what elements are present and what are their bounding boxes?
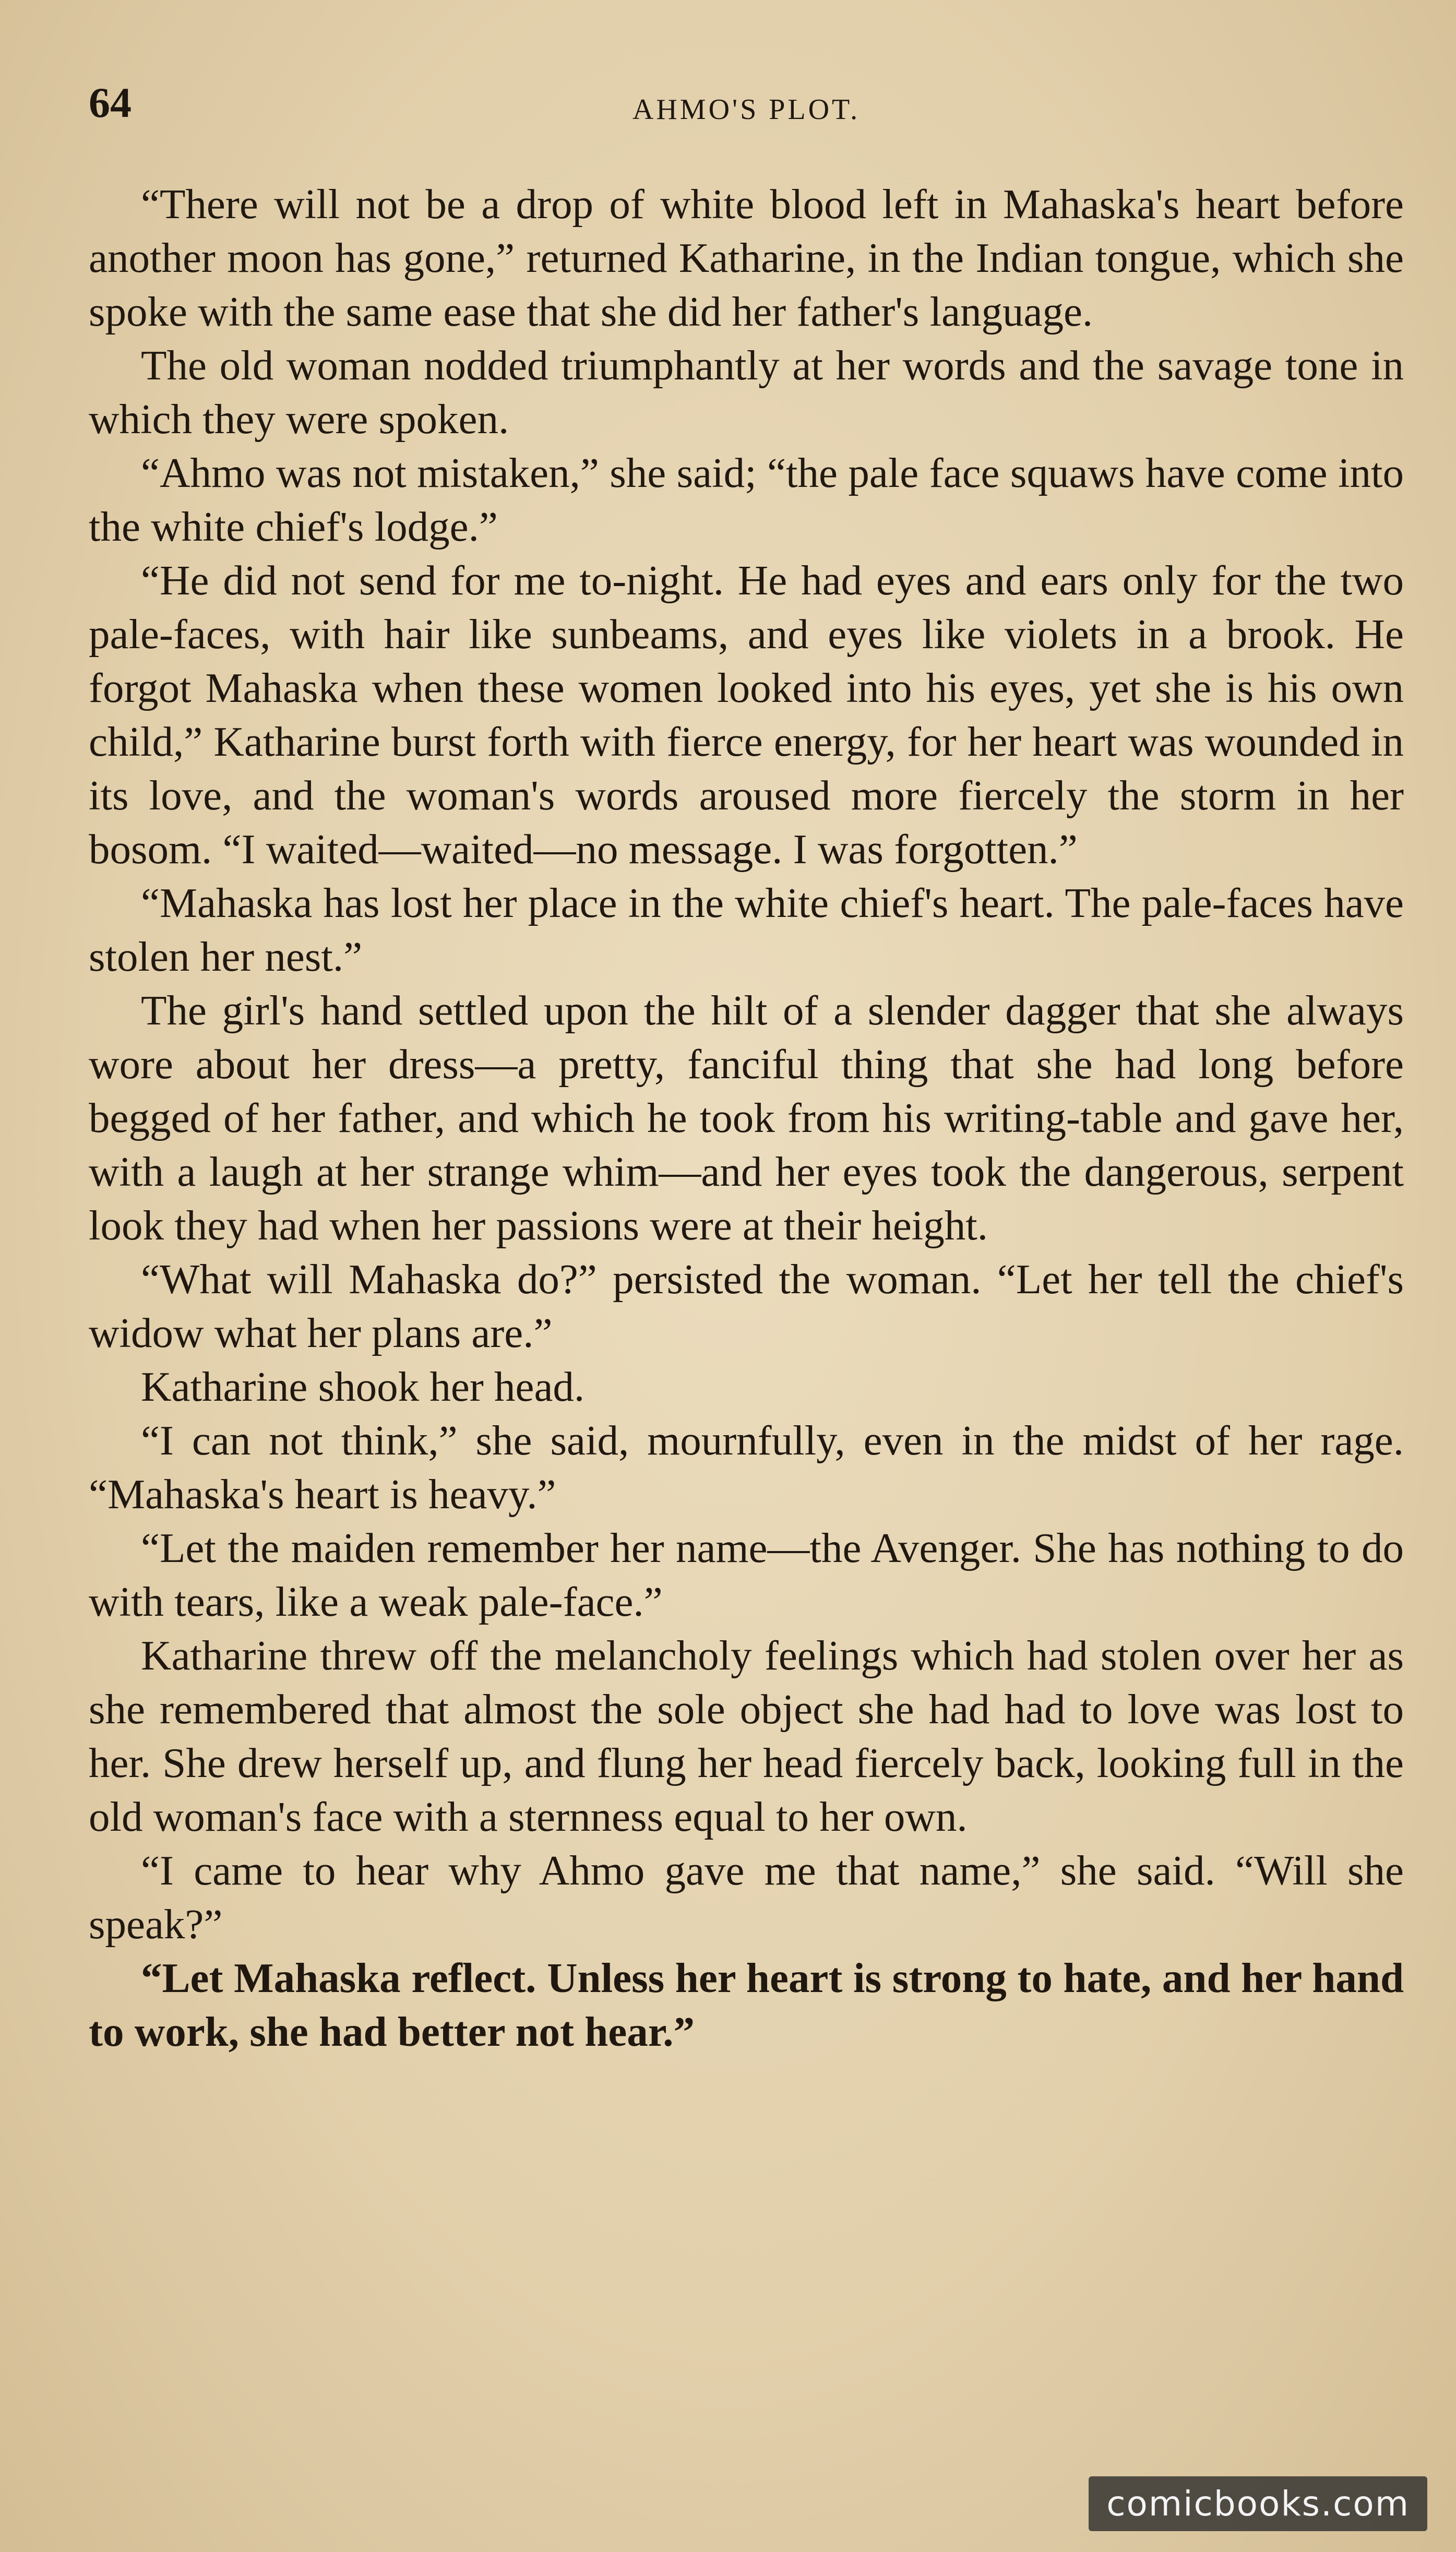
page-header	[89, 78, 1404, 136]
paragraph: “I can not think,” she said, mournfully, even in the midst of her rage. “Mahaska's heart is heavy.”	[89, 1417, 1404, 1518]
paragraph: “Let Mahaska reflect. Unless her heart is strong to hate, and her hand to work, she had better not hear.”	[89, 1954, 1404, 2055]
body-text	[89, 177, 1404, 2059]
paragraph: “What will Mahaska do?” persisted the woman. “Let her tell the chief's widow what her plans are.”	[89, 1256, 1404, 1356]
paragraph: “He did not send for me to-night. He had eyes and ears only for the two pale-faces, with hair like sunbeams, and eyes like violets in a brook. He forgot Mahaska when these women looked into his eyes, yet she is his own child,” Katharine burst forth with fierce energy, for her heart was wounded in its love, and the woman's words aroused more fiercely the storm in her bosom. “I waited—waited—no message. I was forgotten.”	[89, 557, 1404, 873]
page-number: 64	[89, 79, 132, 126]
paragraph: “I came to hear why Ahmo gave me that name,” she said. “Will she speak?”	[89, 1847, 1404, 1948]
watermark: comicbooks.com	[1089, 2476, 1427, 2531]
paragraph: “Mahaska has lost her place in the white chief's heart. The pale-faces have stolen her nest.”	[89, 879, 1404, 980]
paragraph: “Let the maiden remember her name—the Avenger. She has nothing to do with tears, like a weak pale-face.”	[89, 1524, 1404, 1625]
paragraph: Katharine shook her head.	[141, 1363, 585, 1410]
paragraph: “There will not be a drop of white blood left in Mahaska's heart before another moon has gone,” returned Katharine, in the Indian tongue, which she spoke with the same ease that she did her father's language.	[89, 181, 1404, 335]
paragraph: “Ahmo was not mistaken,” she said; “the pale face squaws have come into the white chief's lodge.”	[89, 449, 1404, 550]
paragraph: The old woman nodded triumphantly at her words and the savage tone in which they were spoken.	[89, 342, 1404, 443]
running-head: AHMO'S PLOT.	[632, 93, 861, 126]
paragraph: The girl's hand settled upon the hilt of a slender dagger that she always wore about her dress—a pretty, fanciful thing that she had long before begged of her father, and which he took from his writing-table and gave her, with a laugh at her strange whim—and her eyes took the dangerous, serpent look they had when her passions were at their height.	[89, 987, 1404, 1249]
paragraph: Katharine threw off the melancholy feelings which had stolen over her as she remembered that almost the sole object she had had to love was lost to her. She drew herself up, and flung her head fiercely back, looking full in the old woman's face with a sternness equal to her own.	[89, 1632, 1404, 1840]
